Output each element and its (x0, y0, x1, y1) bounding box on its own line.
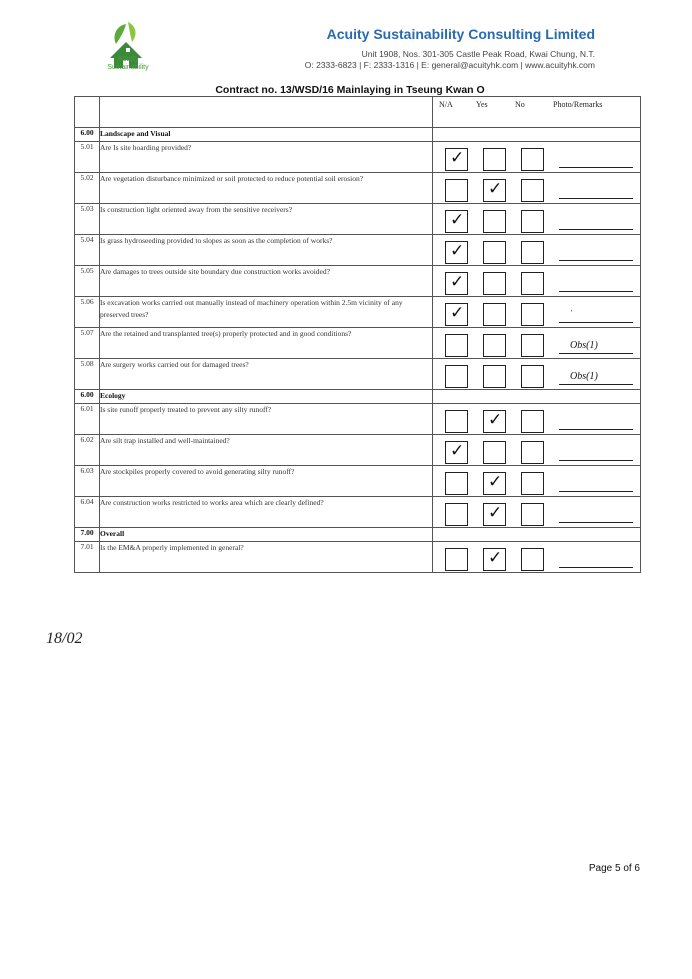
remarks-line (559, 260, 633, 261)
answer-cell (433, 235, 641, 266)
check-mark-icon: ✓ (450, 241, 465, 261)
checkbox-na[interactable] (445, 148, 468, 171)
page-number: Page 5 of 6 (588, 863, 640, 874)
answer-cell (433, 128, 641, 142)
checkbox-no[interactable] (521, 148, 544, 171)
header-question (100, 97, 433, 128)
table-row (75, 435, 641, 466)
remarks-line (559, 384, 633, 385)
checkbox-yes[interactable] (483, 365, 506, 388)
item-number: 5.02 (75, 173, 100, 204)
answer-cell (433, 404, 641, 435)
answer-cell (433, 497, 641, 528)
item-number: 6.00 (75, 390, 100, 404)
answer-cell (433, 297, 641, 328)
item-number: 7.01 (75, 542, 100, 573)
checkbox-yes[interactable] (483, 441, 506, 464)
checkbox-no[interactable] (521, 365, 544, 388)
remarks-line (559, 353, 633, 354)
item-number: 6.00 (75, 128, 100, 142)
question-text: Are Is site hoarding provided? (100, 142, 433, 173)
item-number: 6.03 (75, 466, 100, 497)
remarks-line (559, 322, 633, 323)
answer-cell (433, 542, 641, 573)
question-text: Is excavation works carried out manually instead of machinery operation within 2.5m vicinity of any preserved trees? (100, 297, 433, 328)
remarks-line (559, 522, 633, 523)
header-options (433, 97, 641, 128)
table-row (75, 328, 641, 359)
question-text: Is site runoff properly treated to prevent any silty runoff? (100, 404, 433, 435)
remarks-line (559, 291, 633, 292)
checkbox-na[interactable] (445, 272, 468, 295)
col-yes: Yes (476, 100, 488, 109)
checkbox-na[interactable] (445, 548, 468, 571)
checkbox-yes[interactable] (483, 334, 506, 357)
item-number: 7.00 (75, 528, 100, 542)
question-text: Is grass hydroseeding provided to slopes as soon as the completion of works? (100, 235, 433, 266)
question-text: Are surgery works carried out for damaged trees? (100, 359, 433, 390)
col-remarks: Photo/Remarks (553, 100, 603, 109)
question-text: Is construction light oriented away from the sensitive receivers? (100, 204, 433, 235)
checkbox-na[interactable] (445, 441, 468, 464)
answer-cell (433, 204, 641, 235)
section-row (75, 128, 641, 142)
item-number: 5.05 (75, 266, 100, 297)
checkbox-yes[interactable] (483, 303, 506, 326)
item-number: 6.01 (75, 404, 100, 435)
contract-title: Contract no. 13/WSD/16 Mainlaying in Tseung Kwan O (215, 84, 485, 96)
checkbox-no[interactable] (521, 210, 544, 233)
checkbox-na[interactable] (445, 334, 468, 357)
check-mark-icon: ✓ (488, 472, 503, 492)
company-contact: O: 2333-6823 | F: 2333-1316 | E: general@acuityhk.com | www.acuityhk.com (304, 60, 595, 70)
answer-cell (433, 390, 641, 404)
item-number: 6.02 (75, 435, 100, 466)
checkbox-no[interactable] (521, 303, 544, 326)
checkbox-no[interactable] (521, 179, 544, 202)
checkbox-na[interactable] (445, 365, 468, 388)
company-address-block (250, 49, 595, 71)
answer-cell (433, 528, 641, 542)
section-title: Landscape and Visual (100, 128, 433, 142)
table-row (75, 404, 641, 435)
check-mark-icon: ✓ (488, 503, 503, 523)
section-row (75, 528, 641, 542)
answer-cell (433, 142, 641, 173)
answer-cell (433, 266, 641, 297)
remark-text: Obs(1) (570, 340, 598, 351)
check-mark-icon: ✓ (488, 179, 503, 199)
checklist-body (75, 128, 641, 573)
remarks-line (559, 460, 633, 461)
question-text: Are construction works restricted to works area which are clearly defined? (100, 497, 433, 528)
answer-cell (433, 359, 641, 390)
remarks-line (559, 167, 633, 168)
question-text: Are stockpiles properly covered to avoid generating silty runoff? (100, 466, 433, 497)
checkbox-no[interactable] (521, 410, 544, 433)
handwritten-date: 18/02 (46, 630, 83, 647)
checkbox-na[interactable] (445, 503, 468, 526)
table-row (75, 497, 641, 528)
check-mark-icon: ✓ (488, 410, 503, 430)
check-mark-icon: ✓ (488, 548, 503, 568)
company-name: Acuity Sustainability Consulting Limited (326, 26, 595, 42)
item-number: 5.01 (75, 142, 100, 173)
col-na: N/A (439, 100, 453, 109)
checkbox-no[interactable] (521, 241, 544, 264)
checkbox-yes[interactable] (483, 548, 506, 571)
item-number: 5.08 (75, 359, 100, 390)
answer-cell (433, 173, 641, 204)
check-mark-icon: ✓ (450, 441, 465, 461)
question-text: Are silt trap installed and well-maintained? (100, 435, 433, 466)
remarks-line (559, 198, 633, 199)
checkbox-yes[interactable] (483, 410, 506, 433)
checkbox-yes[interactable] (483, 210, 506, 233)
checkbox-yes[interactable] (483, 148, 506, 171)
checkbox-no[interactable] (521, 441, 544, 464)
question-text: Are the retained and transplanted tree(s) properly protected and in good conditions? (100, 328, 433, 359)
remark-text: ˈ (570, 309, 574, 320)
table-row (75, 359, 641, 390)
item-number: 5.04 (75, 235, 100, 266)
item-number: 5.03 (75, 204, 100, 235)
remark-text: Obs(1) (570, 371, 598, 382)
table-row (75, 466, 641, 497)
table-row (75, 266, 641, 297)
checkbox-no[interactable] (521, 503, 544, 526)
table-row (75, 204, 641, 235)
header-num (75, 97, 100, 128)
check-mark-icon: ✓ (450, 148, 465, 168)
remarks-line (559, 567, 633, 568)
checklist-table (74, 96, 641, 573)
logo-line1: Acuity (117, 54, 139, 63)
header-row (75, 97, 641, 128)
check-mark-icon: ✓ (450, 303, 465, 323)
col-no: No (515, 100, 525, 109)
checkbox-na[interactable] (445, 210, 468, 233)
section-title: Overall (100, 528, 433, 542)
table-row (75, 142, 641, 173)
checkbox-yes[interactable] (483, 241, 506, 264)
section-title: Ecology (100, 390, 433, 404)
remarks-line (559, 229, 633, 230)
section-row (75, 390, 641, 404)
question-text: Is the EM&A properly implemented in general? (100, 542, 433, 573)
table-row (75, 542, 641, 573)
checkbox-na[interactable] (445, 303, 468, 326)
remarks-line (559, 429, 633, 430)
checkbox-no[interactable] (521, 472, 544, 495)
check-mark-icon: ✓ (450, 272, 465, 292)
checkbox-na[interactable] (445, 179, 468, 202)
remarks-line (559, 491, 633, 492)
question-text: Are vegetation disturbance minimized or soil protected to reduce potential soil erosion? (100, 173, 433, 204)
question-text: Are damages to trees outside site boundary due construction works avoided? (100, 266, 433, 297)
checkbox-yes[interactable] (483, 179, 506, 202)
checkbox-no[interactable] (521, 334, 544, 357)
table-row (75, 235, 641, 266)
item-number: 6.04 (75, 497, 100, 528)
checkbox-na[interactable] (445, 410, 468, 433)
checkbox-no[interactable] (521, 272, 544, 295)
company-address: Unit 1908, Nos. 301-305 Castle Peak Road, Kwai Chung, N.T. (361, 49, 595, 59)
answer-cell (433, 466, 641, 497)
logo-line2: Sustainability (107, 64, 149, 71)
checkbox-na[interactable] (445, 241, 468, 264)
logo-text (92, 54, 164, 72)
checkbox-yes[interactable] (483, 272, 506, 295)
table-row (75, 173, 641, 204)
checkbox-yes[interactable] (483, 503, 506, 526)
answer-cell (433, 435, 641, 466)
checkbox-na[interactable] (445, 472, 468, 495)
item-number: 5.07 (75, 328, 100, 359)
check-mark-icon: ✓ (450, 210, 465, 230)
item-number: 5.06 (75, 297, 100, 328)
table-row (75, 297, 641, 328)
answer-cell (433, 328, 641, 359)
checkbox-no[interactable] (521, 548, 544, 571)
checkbox-yes[interactable] (483, 472, 506, 495)
